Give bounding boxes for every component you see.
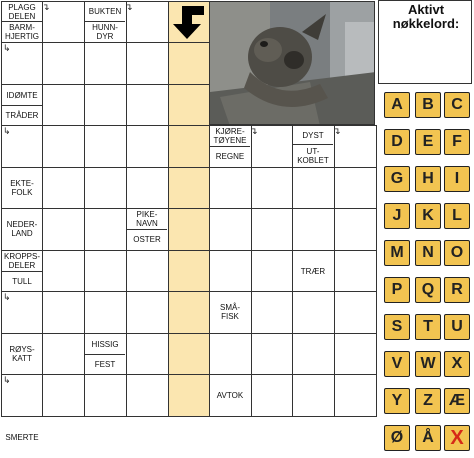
answer-cell[interactable] xyxy=(251,291,293,334)
arrow-down-right-icon: ↳ xyxy=(3,292,11,302)
clue-fest: FEST xyxy=(85,354,125,374)
answer-cell[interactable] xyxy=(168,125,210,168)
clue-cell xyxy=(84,291,127,334)
letter-key-button[interactable]: J xyxy=(384,203,410,229)
answer-cell[interactable] xyxy=(334,291,377,334)
clue-hissig: HISSIG xyxy=(91,339,119,349)
letter-key-button[interactable]: T xyxy=(415,314,441,340)
active-keyword-title xyxy=(379,3,473,31)
clue-barmhjertig: BARM- HJERTIG xyxy=(2,21,42,42)
answer-cell[interactable] xyxy=(126,167,169,209)
answer-cell[interactable] xyxy=(42,250,85,292)
clue-pikenavn: PIKE- NAVN xyxy=(136,210,158,228)
answer-cell[interactable] xyxy=(126,250,169,292)
answer-cell[interactable] xyxy=(126,374,169,417)
arrow-right-down-icon: ↴ xyxy=(125,2,133,12)
clue-cell xyxy=(292,208,335,251)
active-keyword-box xyxy=(378,0,472,84)
clear-key-button[interactable]: X xyxy=(444,425,470,451)
clue-roykatt: RØYS- KATT xyxy=(9,345,35,363)
letter-key-button[interactable]: Y xyxy=(384,388,410,414)
answer-cell[interactable] xyxy=(84,250,127,292)
answer-cell[interactable] xyxy=(42,42,85,85)
clue-traer: TRÆR xyxy=(300,266,326,276)
answer-cell[interactable] xyxy=(334,333,377,375)
clue-oster: OSTER xyxy=(127,229,167,249)
clue-tull: TULL xyxy=(2,271,42,291)
answer-cell[interactable] xyxy=(42,374,85,417)
answer-cell[interactable] xyxy=(168,333,210,375)
answer-cell[interactable] xyxy=(126,333,169,375)
answer-cell[interactable] xyxy=(168,84,210,126)
answer-cell[interactable] xyxy=(251,374,293,417)
answer-cell[interactable] xyxy=(42,208,85,251)
arrow-down-right-icon: ↳ xyxy=(3,375,11,385)
letter-key-button[interactable]: K xyxy=(415,203,441,229)
clue-hunndyr: HUNN- DYR xyxy=(85,21,125,42)
letter-key-button[interactable]: Q xyxy=(415,277,441,303)
answer-cell[interactable] xyxy=(84,167,127,209)
letter-key-button[interactable]: S xyxy=(384,314,410,340)
letter-key-button[interactable]: G xyxy=(384,166,410,192)
letter-key-button[interactable]: Æ xyxy=(444,388,470,414)
clue-nederland: NEDER- LAND xyxy=(6,220,38,238)
arrow-right-down-icon: ↴ xyxy=(333,126,341,136)
clue-dyst: DYST xyxy=(302,130,324,140)
answer-cell[interactable] xyxy=(42,291,85,334)
answer-cell[interactable] xyxy=(84,208,127,251)
answer-cell[interactable] xyxy=(251,333,293,375)
clue-plagg-delen: PLAGG DELEN xyxy=(8,2,36,21)
answer-cell[interactable] xyxy=(126,125,169,168)
letter-key-button[interactable]: X xyxy=(444,351,470,377)
answer-cell[interactable] xyxy=(334,250,377,292)
arrow-down-right-icon: ↳ xyxy=(3,43,11,53)
letter-key-button[interactable]: H xyxy=(415,166,441,192)
arrow-right-down-icon: ↴ xyxy=(250,126,258,136)
arrow-down-right-icon: ↳ xyxy=(3,126,11,136)
letter-key-button[interactable]: M xyxy=(384,240,410,266)
letter-key-button[interactable]: N xyxy=(415,240,441,266)
answer-cell[interactable] xyxy=(334,374,377,417)
clue-utkoblet: UT- KOBLET xyxy=(293,144,333,166)
answer-cell[interactable] xyxy=(42,333,85,375)
letter-key-button[interactable]: Z xyxy=(415,388,441,414)
letter-key-button[interactable]: O xyxy=(444,240,470,266)
answer-cell[interactable] xyxy=(42,167,85,209)
letter-key-button[interactable]: C xyxy=(444,92,470,118)
clue-cell xyxy=(209,250,252,292)
answer-cell[interactable] xyxy=(168,291,210,334)
title-line-2: nøkkelord: xyxy=(392,16,460,31)
letter-key-button[interactable]: E xyxy=(415,129,441,155)
letter-key-button[interactable]: U xyxy=(444,314,470,340)
keyword-display xyxy=(382,33,470,81)
clue-kjoretoyene: KJØRE- TØYENE xyxy=(213,127,247,145)
answer-cell[interactable] xyxy=(84,42,127,85)
letter-key-button[interactable]: D xyxy=(384,129,410,155)
clue-ektefolk: EKTE- FOLK xyxy=(10,179,34,197)
clue-kroppsdeler: KROPPS- DELER xyxy=(3,252,40,270)
answer-cell[interactable] xyxy=(84,374,127,417)
answer-cell[interactable] xyxy=(292,167,335,209)
clue-bukten: BUKTEN xyxy=(88,7,122,16)
letter-key-button[interactable]: V xyxy=(384,351,410,377)
answer-cell[interactable] xyxy=(251,167,293,209)
letter-key-button[interactable]: Ø xyxy=(384,425,410,451)
answer-cell[interactable] xyxy=(42,84,85,126)
clue-cell xyxy=(84,125,127,168)
keyword-panel xyxy=(378,0,474,458)
letter-key-button[interactable]: A xyxy=(384,92,410,118)
answer-cell[interactable] xyxy=(292,374,335,417)
letter-key-button[interactable]: I xyxy=(444,166,470,192)
clue-regne: REGNE xyxy=(210,146,250,166)
answer-cell[interactable] xyxy=(334,167,377,209)
answer-cell[interactable] xyxy=(292,333,335,375)
letter-key-button[interactable]: R xyxy=(444,277,470,303)
clue-idomte: IDØMTE xyxy=(6,90,38,100)
letter-key-button[interactable]: Å xyxy=(415,425,441,451)
start-arrow-icon xyxy=(168,2,208,42)
answer-cell[interactable] xyxy=(168,167,210,209)
answer-cell[interactable] xyxy=(168,374,210,417)
gargoyle-photo xyxy=(209,1,375,125)
letter-key-button[interactable]: P xyxy=(384,277,410,303)
answer-cell[interactable] xyxy=(292,291,335,334)
arrow-right-down-icon: ↴ xyxy=(42,2,50,12)
letter-key-button[interactable]: L xyxy=(444,203,470,229)
clue-trader: TRÅDER xyxy=(2,105,42,125)
title-line-1: Aktivt xyxy=(407,2,445,17)
answer-cell[interactable] xyxy=(42,125,85,168)
letter-key-button[interactable]: F xyxy=(444,129,470,155)
clue-smafisk: SMÅ- FISK xyxy=(220,303,240,321)
clue-cell xyxy=(209,333,252,375)
answer-cell[interactable] xyxy=(126,42,169,85)
answer-cell[interactable] xyxy=(209,167,252,209)
answer-cell[interactable] xyxy=(209,208,252,251)
clue-avtok: AVTOK xyxy=(216,390,244,400)
answer-cell[interactable] xyxy=(126,84,169,126)
letter-key-button[interactable]: W xyxy=(415,351,441,377)
letter-key-button[interactable]: B xyxy=(415,92,441,118)
answer-cell[interactable] xyxy=(168,250,210,292)
answer-cell[interactable] xyxy=(334,208,377,251)
answer-cell[interactable] xyxy=(168,42,210,85)
answer-cell[interactable] xyxy=(251,250,293,292)
answer-cell[interactable] xyxy=(84,84,127,126)
answer-cell[interactable] xyxy=(168,208,210,251)
clue-smerte: SMERTE xyxy=(5,432,39,442)
answer-cell[interactable] xyxy=(126,291,169,334)
answer-cell[interactable] xyxy=(251,208,293,251)
